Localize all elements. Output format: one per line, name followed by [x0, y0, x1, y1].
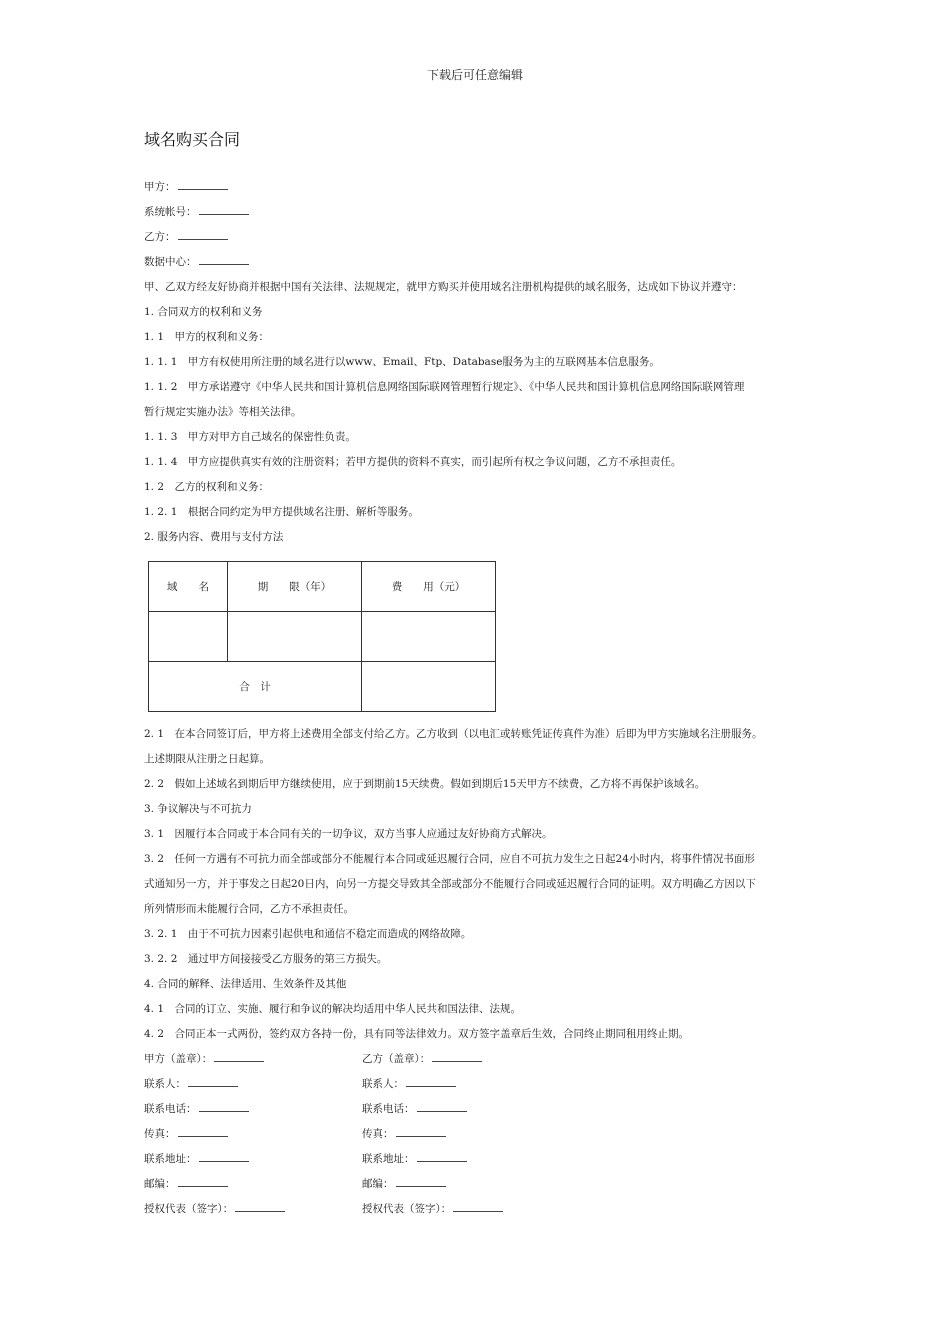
fill-blank[interactable] [417, 1152, 467, 1162]
clause-line: 所列情形而未能履行合同，乙方不承担责任。 [144, 903, 354, 915]
fill-blank[interactable] [432, 1052, 482, 1062]
party-label: 系统帐号： [144, 206, 197, 218]
signature-field-left: 邮编： [144, 1177, 228, 1191]
clause-line: 2. 服务内容、费用与支付方法 [144, 531, 284, 543]
fill-blank[interactable] [235, 1202, 285, 1212]
preamble: 甲、乙双方经友好协商并根据中国有关法律、法规规定，就甲方购买并使用域名注册机构提供的域名服务，达成如下协议并遵守： [144, 281, 743, 293]
table-header-cell: 期 限（年） [228, 562, 362, 612]
fill-blank[interactable] [178, 1177, 228, 1187]
clause-line: 1. 2. 1 根据合同约定为甲方提供域名注册、解析等服务。 [144, 506, 419, 518]
fill-blank[interactable] [199, 255, 249, 265]
party-line [144, 230, 814, 244]
clause-line: 4. 2 合同正本一式两份，签约双方各持一份，具有同等法律效力。双方签字盖章后生效，合同终止期同租用终止期。 [144, 1028, 690, 1040]
fee-table [148, 561, 496, 712]
signature-field-left: 甲方（盖章）： [144, 1052, 264, 1066]
table-total-cell[interactable] [362, 662, 496, 712]
signature-field-left: 联系地址： [144, 1152, 249, 1166]
table-cell[interactable] [149, 612, 228, 662]
party-line [144, 205, 814, 219]
clause-line: 4. 1 合同的订立、实施、履行和争议的解决均适用中华人民共和国法律、法规。 [144, 1003, 522, 1015]
clause-line: 3. 2 任何一方遇有不可抗力而全部或部分不能履行本合同或延迟履行合同，应自不可抗力发生之日起24小时内，将事件情况书面形 [144, 853, 755, 865]
clause-line: 3. 争议解决与不可抗力 [144, 803, 252, 815]
table-row [149, 612, 496, 662]
clause-line: 1. 1 甲方的权利和义务： [144, 331, 270, 343]
clause-line: 1. 2 乙方的权利和义务： [144, 481, 270, 493]
signature-field-left: 授权代表（签字）： [144, 1202, 285, 1216]
fill-blank[interactable] [453, 1202, 503, 1212]
party-label: 乙方： [144, 231, 176, 243]
fill-blank[interactable] [396, 1177, 446, 1187]
table-total-row [149, 662, 496, 712]
signature-field-right: 传真： [362, 1127, 446, 1141]
table-cell[interactable] [228, 612, 362, 662]
clause-line: 式通知另一方，并于事发之日起20日内，向另一方提交导致其全部或部分不能履行合同或延迟履行合同的证明。双方明确乙方因以下 [144, 878, 756, 890]
clause-line: 上述期限从注册之日起算。 [144, 753, 270, 765]
fill-blank[interactable] [178, 230, 228, 240]
clause-line: 3. 2. 2 通过甲方间接接受乙方服务的第三方损失。 [144, 953, 388, 965]
clause-line: 1. 1. 4 甲方应提供真实有效的注册资料；若甲方提供的资料不真实，而引起所有权之争议问题，乙方不承担责任。 [144, 456, 682, 468]
fill-blank[interactable] [178, 1127, 228, 1137]
table-total-label: 合 计 [149, 662, 362, 712]
clause-line: 4. 合同的解释、法律适用、生效条件及其他 [144, 978, 347, 990]
party-label: 数据中心： [144, 256, 197, 268]
clause-line: 3. 1 因履行本合同或于本合同有关的一切争议，双方当事人应通过友好协商方式解决。 [144, 828, 553, 840]
clause-line: 2. 2 假如上述域名到期后甲方继续使用，应于到期前15天续费。假如到期后15天甲方不续费，乙方将不再保护该域名。 [144, 778, 706, 790]
party-line [144, 180, 814, 194]
fill-blank[interactable] [188, 1077, 238, 1087]
fill-blank[interactable] [214, 1052, 264, 1062]
clause-line: 3. 2. 1 由于不可抗力因素引起供电和通信不稳定而造成的网络故障。 [144, 928, 472, 940]
fill-blank[interactable] [199, 205, 249, 215]
clause-line: 1. 1. 3 甲方对甲方自己域名的保密性负责。 [144, 431, 356, 443]
fill-blank[interactable] [199, 1102, 249, 1112]
signature-field-right: 邮编： [362, 1177, 446, 1191]
party-label: 甲方： [144, 181, 176, 193]
signature-field-right: 授权代表（签字）： [362, 1202, 503, 1216]
signature-field-left: 联系电话： [144, 1102, 249, 1116]
clause-line: 暂行规定实施办法》等相关法律。 [144, 406, 302, 418]
signature-field-right: 联系人： [362, 1077, 456, 1091]
clause-line: 2. 1 在本合同签订后，甲方将上述费用全部支付给乙方。乙方收到（以电汇或转账凭证传真件为准）后即为甲方实施域名注册服务。 [144, 728, 763, 740]
table-header-cell: 域 名 [149, 562, 228, 612]
document-title: 域名购买合同 [144, 130, 241, 149]
fill-blank[interactable] [199, 1152, 249, 1162]
table-header-row [149, 562, 496, 612]
signature-field-left: 传真： [144, 1127, 228, 1141]
clause-line: 1. 合同双方的权利和义务 [144, 306, 263, 318]
signature-field-right: 联系电话： [362, 1102, 467, 1116]
party-line [144, 255, 814, 269]
signature-field-right: 乙方（盖章）： [362, 1052, 482, 1066]
fill-blank[interactable] [178, 180, 228, 190]
clause-line: 1. 1. 1 甲方有权使用所注册的域名进行以www、Email、Ftp、Database服务为主的互联网基本信息服务。 [144, 356, 660, 368]
fill-blank[interactable] [406, 1077, 456, 1087]
fill-blank[interactable] [417, 1102, 467, 1112]
signature-field-left: 联系人： [144, 1077, 238, 1091]
table-header-cell: 费 用（元） [362, 562, 496, 612]
signature-field-right: 联系地址： [362, 1152, 467, 1166]
fill-blank[interactable] [396, 1127, 446, 1137]
clause-line: 1. 1. 2 甲方承诺遵守《中华人民共和国计算机信息网络国际联网管理暂行规定》、《中华人民共和国计算机信息网络国际联网管理 [144, 381, 745, 393]
header-note: 下载后可任意编辑 [426, 68, 523, 82]
table-cell[interactable] [362, 612, 496, 662]
